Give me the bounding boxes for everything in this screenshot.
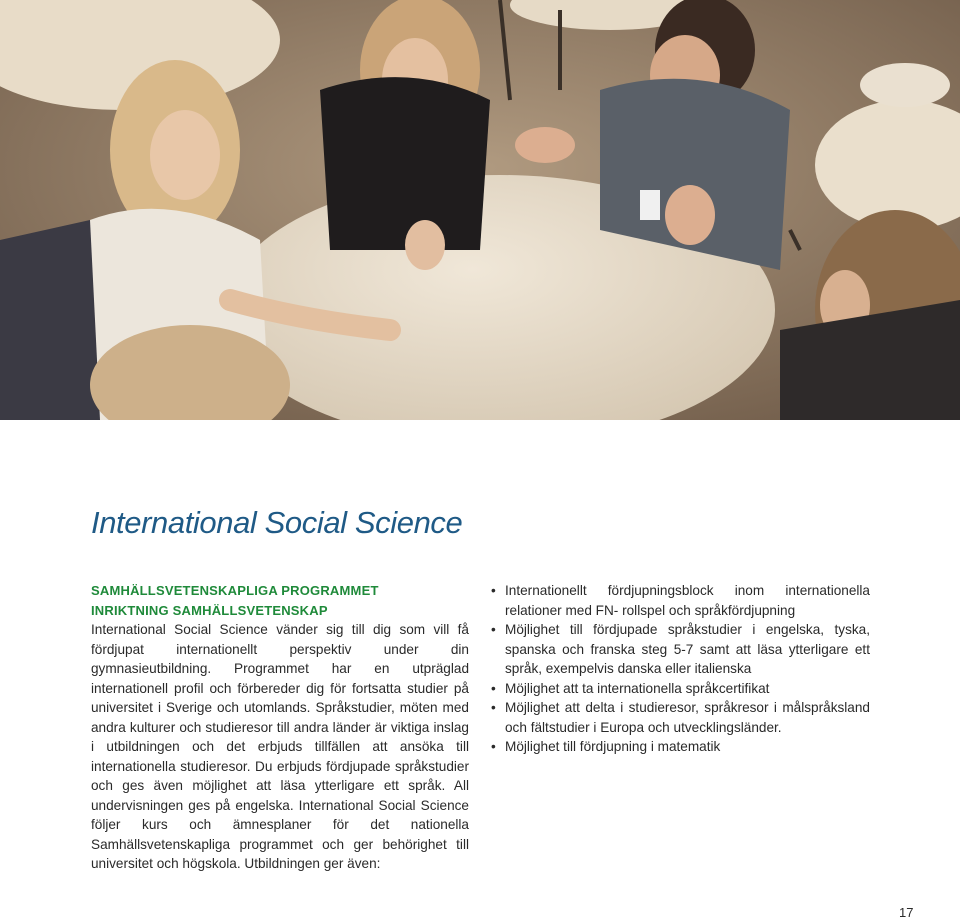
list-item <box>490 679 870 699</box>
page-title: International Social Science <box>91 505 463 540</box>
list-item <box>490 737 870 757</box>
list-item-text: Möjlighet till fördjupade språkstudier i engelska, tyska, spanska och franska steg 5-7 samt att läsa ytterligare ett språk, exempelvis danska eller italienska <box>505 622 870 676</box>
benefits-list-column <box>490 581 870 757</box>
list-item-text: Internationellt fördjupningsblock inom internationella relationer med FN- rollspel och språkfördjupning <box>505 583 870 618</box>
program-body-text: International Social Science vänder sig till dig som vill få fördjupat internationellt perspektiv under din gymnasieutbildning. Programmet har en utpräglad internationell profil och förbereder dig för fortsatta studier på universitet i Sverige och utomlands. Språkstudier, möten med andra kulturer och studieresor till andra länder är viktiga inslag i utbildningen och det erbjuds tillfällen att ansöka till internationella studieresor. Du erbjuds fördjupade språkstudier och ges även möjlighet att läsa ytterligare ett språk. All undervisningen ges på engelska. International Social Science följer kurs och ämnesplaner för det nationella Samhällsvetenskapliga programmet och ger behörighet till universitet och högskola. Utbildningen ger även: <box>91 622 469 871</box>
list-item-text: Möjlighet att delta i studieresor, språkresor i målspråksland och fältstudier i Europa och utvecklingsländer. <box>505 700 870 735</box>
bullet-icon: • <box>491 739 496 754</box>
list-item-text: Möjlighet till fördjupning i matematik <box>505 739 721 754</box>
bullet-icon: • <box>491 583 496 598</box>
bullet-icon: • <box>491 700 496 715</box>
program-description <box>91 581 469 874</box>
list-item <box>490 581 870 620</box>
bullet-icon: • <box>491 680 496 696</box>
page-number: 17 <box>899 905 914 920</box>
bullet-icon: • <box>491 622 496 637</box>
benefits-list <box>490 581 870 757</box>
list-item <box>490 620 870 679</box>
classroom-discussion-illustration <box>0 0 960 420</box>
program-heading: SAMHÄLLSVETENSKAPLIGA PROGRAMMET <box>91 583 379 598</box>
list-item-text: Möjlighet att ta internationella språkcertifikat <box>505 680 770 696</box>
program-subheading: INRIKTNING SAMHÄLLSVETENSKAP <box>91 602 328 618</box>
list-item <box>490 698 870 737</box>
hero-photo <box>0 0 960 420</box>
